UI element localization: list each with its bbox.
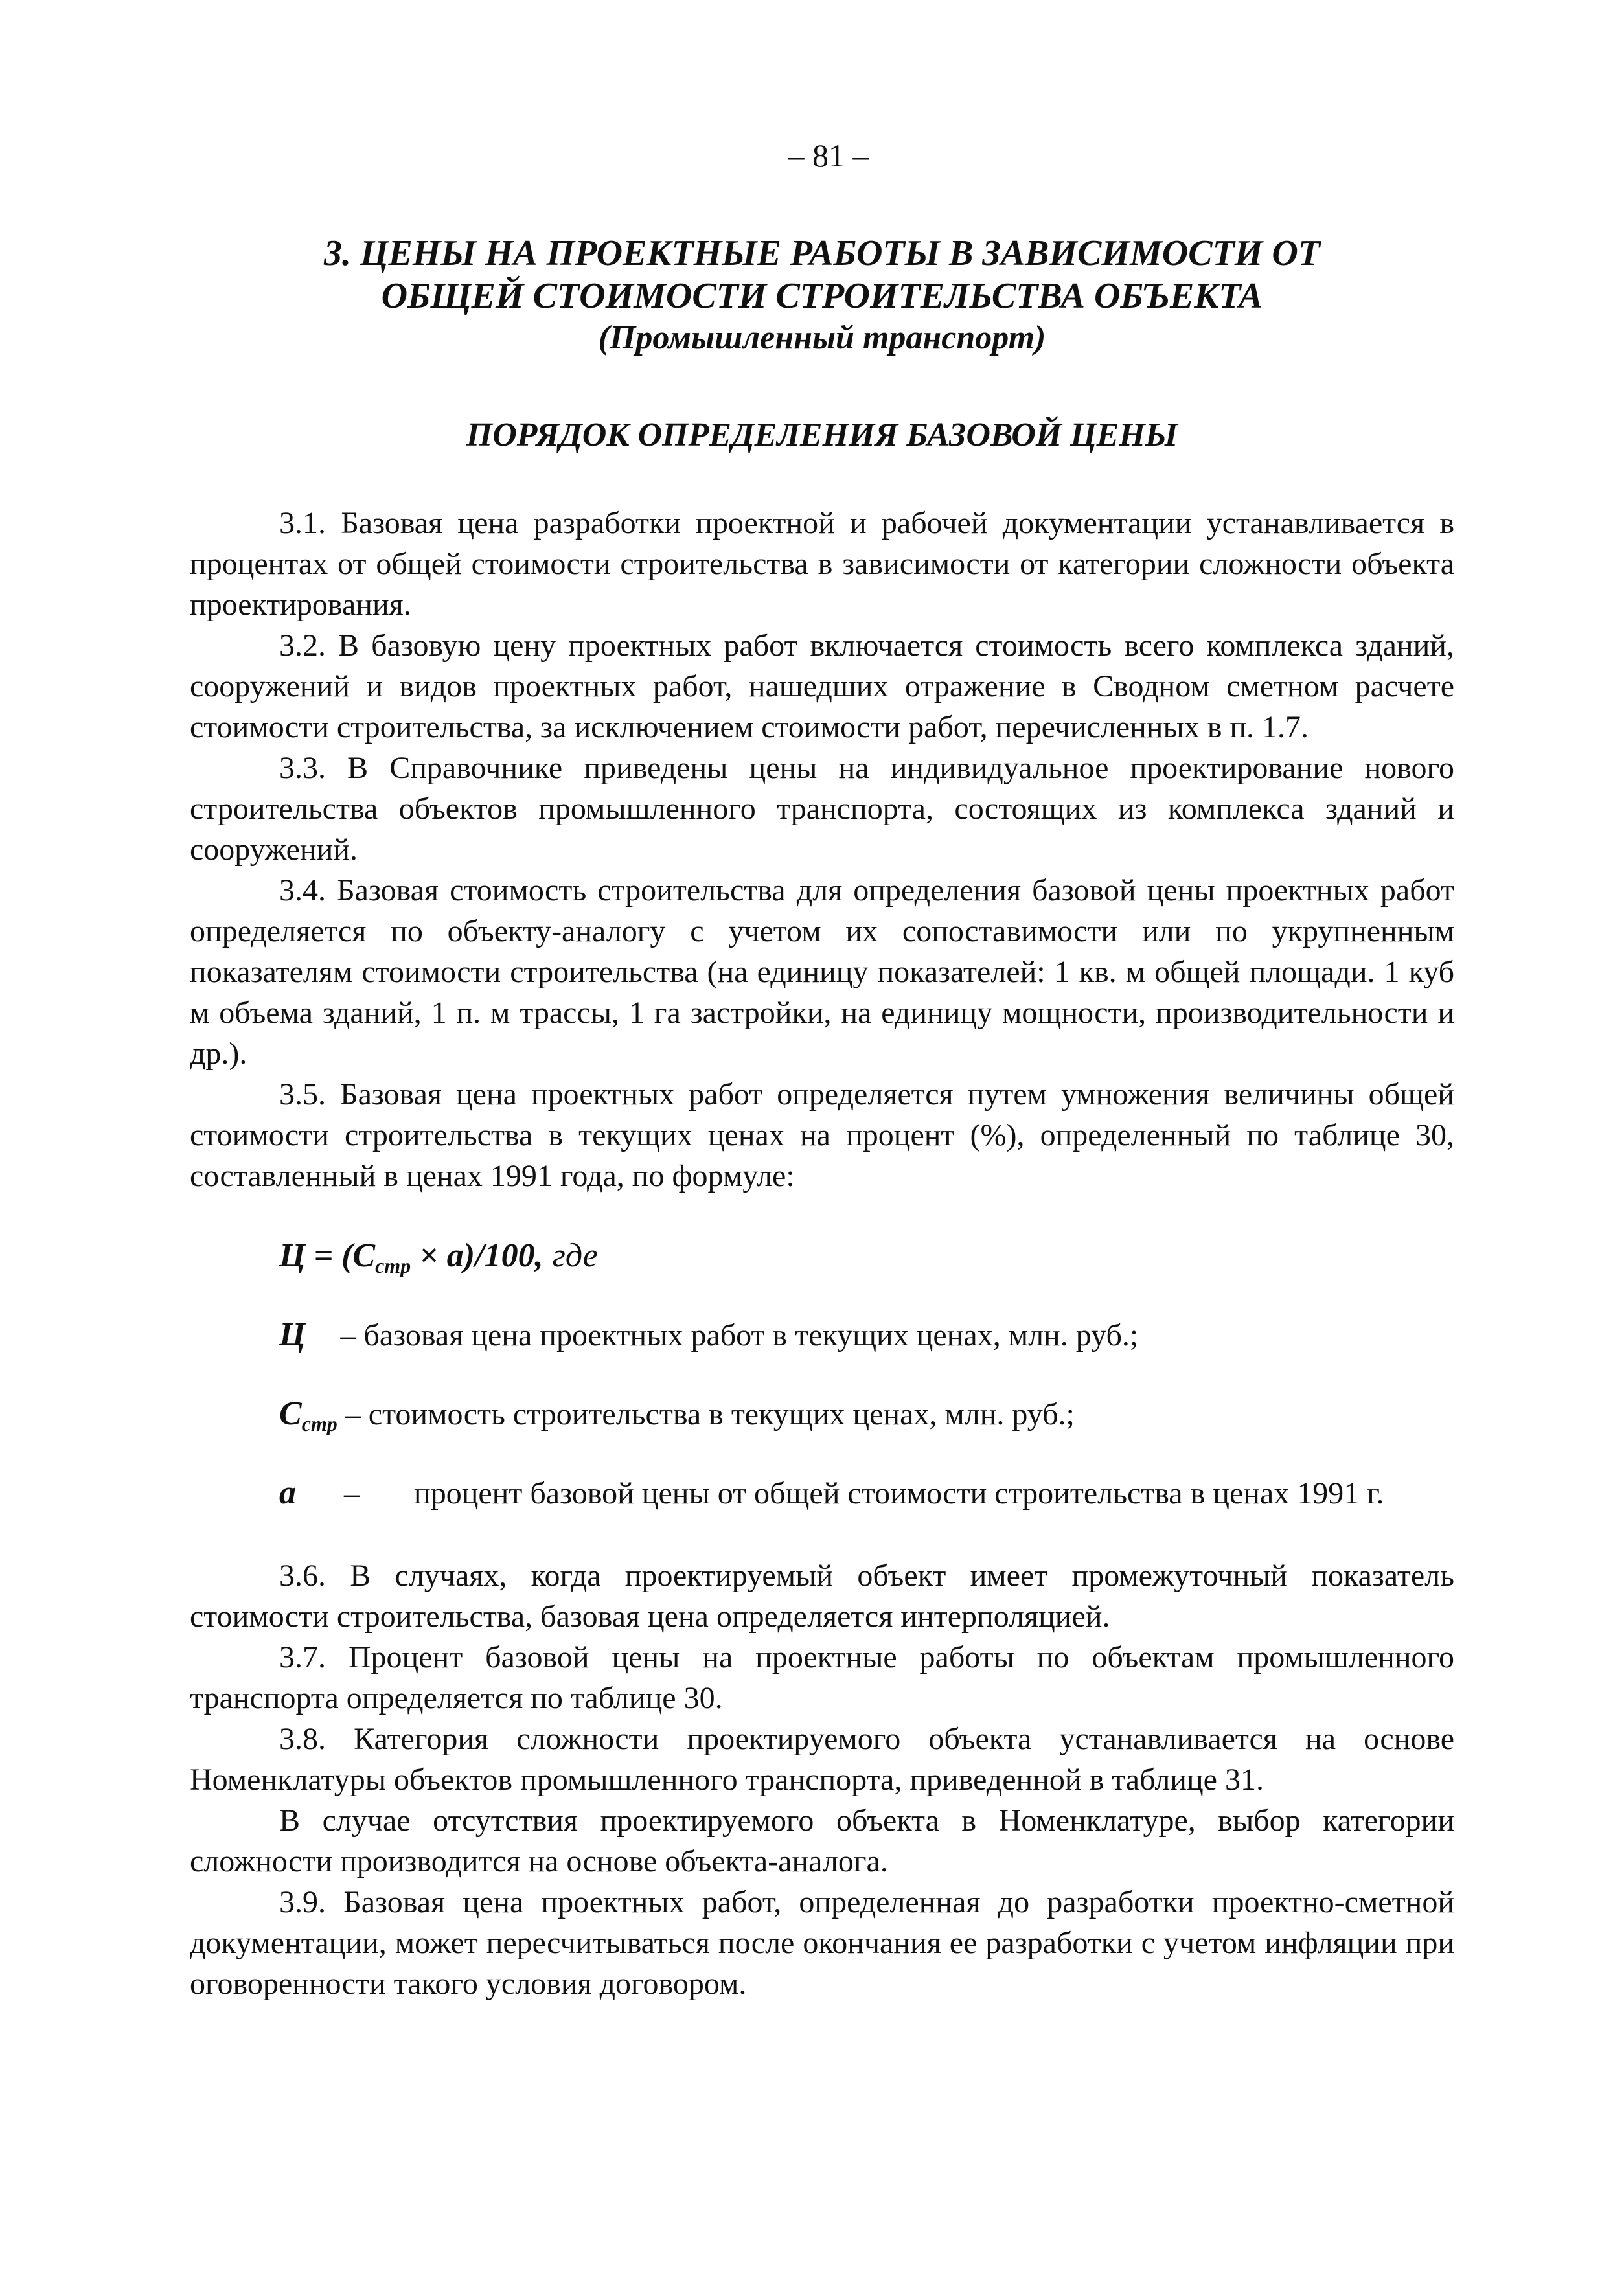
paragraph-3-8-note: В случае отсутствия проектируемого объекта в Номенклатуре, выбор категории сложности производится на основе объекта-аналога. [190, 1803, 1454, 1879]
paragraph-3-9: 3.9. Базовая цена проектных работ, определенная до разработки проектно-сметной документации, может пересчитываться после окончания ее разработки с учетом инфляции при оговоренности такого условия договором. [190, 1885, 1454, 2001]
paragraphs-before-formula [190, 503, 1454, 1196]
paragraph-3-7: 3.7. Процент базовой цены на проектные работы по объектам промышленного транспорта определяется по таблице 30. [190, 1640, 1454, 1715]
section-title-line-2: ОБЩЕЙ СТОИМОСТИ СТРОИТЕЛЬСТВА ОБЪЕКТА [381, 276, 1263, 316]
definition-cost-text: – стоимость строительства в текущих ценах, млн. руб.; [337, 1397, 1075, 1432]
subsection-title: ПОРЯДОК ОПРЕДЕЛЕНИЯ БАЗОВОЙ ЦЕНЫ [466, 417, 1178, 453]
paragraph-3-5: 3.5. Базовая цена проектных работ определяется путем умножения величины общей стоимости строительства в текущих ценах на процент (%), определенный по таблице 30, составленный в ценах 1991 года, по формуле: [190, 1077, 1454, 1193]
definition-percent-dash: – [344, 1476, 360, 1511]
price-formula [279, 1235, 1454, 1277]
formula-where: где [552, 1237, 598, 1274]
definition-percent-symbol: а [279, 1474, 296, 1511]
paragraph-3-6: 3.6. В случаях, когда проектируемый объект имеет промежуточный показатель стоимости строительства, базовая цена определяется интерполяцией. [190, 1559, 1454, 1634]
definition-price [279, 1314, 1454, 1356]
section-title [190, 232, 1454, 359]
paragraph-3-3: 3.3. В Справочнике приведены цены на индивидуальное проектирование нового строительства объектов промышленного транспорта, состоящих из комплекса зданий и сооружений. [190, 751, 1454, 867]
paragraph-3-4: 3.4. Базовая стоимость строительства для определения базовой цены проектных работ определяется по объекту-аналогу с учетом их сопоставимости или по укрупненным показателям стоимости строительства (на единицу показателей: 1 кв. м общей площади. 1 куб м объема зданий, 1 п. м трассы, 1 га застройки, на единицу мощности, производительности и др.). [190, 873, 1454, 1071]
formula-left: Ц = (С [279, 1237, 376, 1274]
paragraphs-after-formula [190, 1555, 1454, 2004]
formula-block [190, 1235, 1454, 1514]
page-number: – 81 – [788, 137, 869, 174]
document-page [190, 136, 1454, 2004]
definition-price-symbol: Ц [279, 1316, 306, 1353]
definition-percent [190, 1472, 1454, 1514]
section-title-line-1: 3. ЦЕНЫ НА ПРОЕКТНЫЕ РАБОТЫ В ЗАВИСИМОСТИ ОТ [323, 233, 1320, 273]
definition-cost-symbol: С [279, 1395, 302, 1432]
definition-price-text: – базовая цена проектных работ в текущих ценах, млн. руб.; [340, 1318, 1139, 1353]
formula-subscript: стр [375, 1254, 411, 1277]
paragraph-3-2: 3.2. В базовую цену проектных работ включается стоимость всего комплекса зданий, сооружений и видов проектных работ, нашедших отражение в Сводном сметном расчете стоимости строительства, за исключением стоимости работ, перечисленных в п. 1.7. [190, 628, 1454, 744]
definition-percent-text: процент базовой цены от общей стоимости строительства в ценах 1991 г. [414, 1476, 1384, 1511]
paragraph-3-8: 3.8. Категория сложности проектируемого объекта устанавливается на основе Номенклатуры объектов промышленного транспорта, приведенной в таблице 31. [190, 1722, 1454, 1797]
section-subtitle: (Промышленный транспорт) [598, 319, 1046, 356]
definition-cost [279, 1393, 1454, 1435]
formula-right: × а)/100, [411, 1237, 543, 1274]
definition-cost-subscript: стр [301, 1412, 337, 1435]
paragraph-3-1: 3.1. Базовая цена разработки проектной и рабочей документации устанавливается в процентах от общей стоимости строительства в зависимости от категории сложности объекта проектирования. [190, 506, 1454, 622]
